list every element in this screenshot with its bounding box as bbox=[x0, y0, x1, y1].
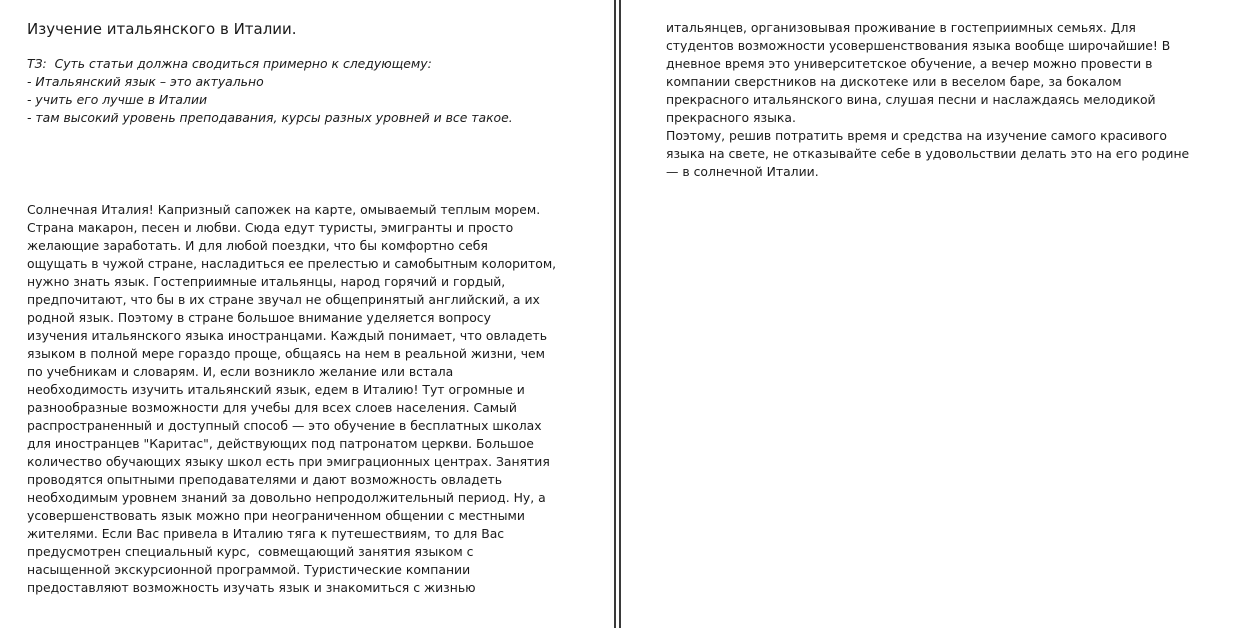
left-body-text bbox=[27, 201, 556, 597]
text-line: предпочитают, что бы в их стране звучал не общепринятый английский, а их bbox=[27, 292, 540, 307]
text-line: языка на свете, не отказывайте себе в удовольствии делать это на его родине bbox=[666, 146, 1190, 161]
text-line: изучения итальянского языка иностранцами. Каждый понимает, что овладеть bbox=[27, 328, 548, 343]
text-line: насыщенной экскурсионной программой. Туристические компании bbox=[27, 562, 471, 577]
text-line: необходимость изучить итальянский язык, едем в Италию! Тут огромные и bbox=[27, 382, 525, 397]
right-page bbox=[622, 0, 1238, 628]
text-line: компании сверстников на дискотеке или в веселом баре, за бокалом bbox=[666, 74, 1122, 89]
text-line: ощущать в чужой стране, насладиться ее прелестью и самобытным колоритом, bbox=[27, 256, 557, 271]
text-line: по учебникам и словарям. И, если возникло желание или встала bbox=[27, 364, 454, 379]
right-body-text bbox=[666, 19, 1189, 181]
text-line: для иностранцев "Каритас", действующих под патронатом церкви. Большое bbox=[27, 436, 534, 451]
text-line: — в солнечной Италии. bbox=[666, 164, 819, 179]
text-line: желающие заработать. И для любой поездки, что бы комфортно себя bbox=[27, 238, 488, 253]
document-title: Изучение итальянского в Италии. bbox=[27, 20, 297, 38]
page-divider bbox=[614, 0, 616, 628]
text-line: проводятся опытными преподавателями и дают возможность овладеть bbox=[27, 472, 503, 487]
tz-line: - Итальянский язык – это актуально bbox=[27, 74, 264, 89]
text-line: Солнечная Италия! Капризный сапожек на карте, омываемый теплым морем. bbox=[27, 202, 541, 217]
tz-line: - там высокий уровень преподавания, курсы разных уровней и все такое. bbox=[27, 110, 513, 125]
text-line: нужно знать язык. Гостеприимные итальянцы, народ горячий и гордый, bbox=[27, 274, 506, 289]
text-line: жителями. Если Вас привела в Италию тяга к путешествиям, то для Вас bbox=[27, 526, 505, 541]
page-divider bbox=[619, 0, 621, 628]
tz-block bbox=[27, 55, 513, 127]
text-line: количество обучающих языку школ есть при эмиграционных центрах. Занятия bbox=[27, 454, 550, 469]
tz-line: - учить его лучше в Италии bbox=[27, 92, 208, 107]
text-line: родной язык. Поэтому в стране большое внимание уделяется вопросу bbox=[27, 310, 491, 325]
left-page bbox=[0, 0, 614, 628]
text-line: усовершенствовать язык можно при неограниченном общении с местными bbox=[27, 508, 525, 523]
text-line: предусмотрен специальный курс, совмещающий занятия языком с bbox=[27, 544, 474, 559]
text-line: разнообразные возможности для учебы для всех слоев населения. Самый bbox=[27, 400, 517, 415]
text-line: итальянцев, организовывая проживание в гостеприимных семьях. Для bbox=[666, 20, 1136, 35]
text-line: Страна макарон, песен и любви. Сюда едут туристы, эмигранты и просто bbox=[27, 220, 514, 235]
text-line: прекрасного итальянского вина, слушая песни и наслаждаясь мелодикой bbox=[666, 92, 1156, 107]
text-line: распространенный и доступный способ — это обучение в бесплатных школах bbox=[27, 418, 542, 433]
text-line: необходимым уровнем знаний за довольно непродолжительный период. Ну, а bbox=[27, 490, 546, 505]
text-line: языком в полной мере гораздо проще, общаясь на нем в реальной жизни, чем bbox=[27, 346, 546, 361]
text-line: Поэтому, решив потратить время и средства на изучение самого красивого bbox=[666, 128, 1167, 143]
text-line: дневное время это университетское обучение, а вечер можно провести в bbox=[666, 56, 1153, 71]
tz-line: ТЗ: Суть статьи должна сводиться примерно к следующему: bbox=[27, 56, 432, 71]
text-line: предоставляют возможность изучать язык и знакомиться с жизнью bbox=[27, 580, 476, 595]
text-line: прекрасного языка. bbox=[666, 110, 796, 125]
text-line: студентов возможности усовершенствования языка вообще широчайшие! В bbox=[666, 38, 1171, 53]
